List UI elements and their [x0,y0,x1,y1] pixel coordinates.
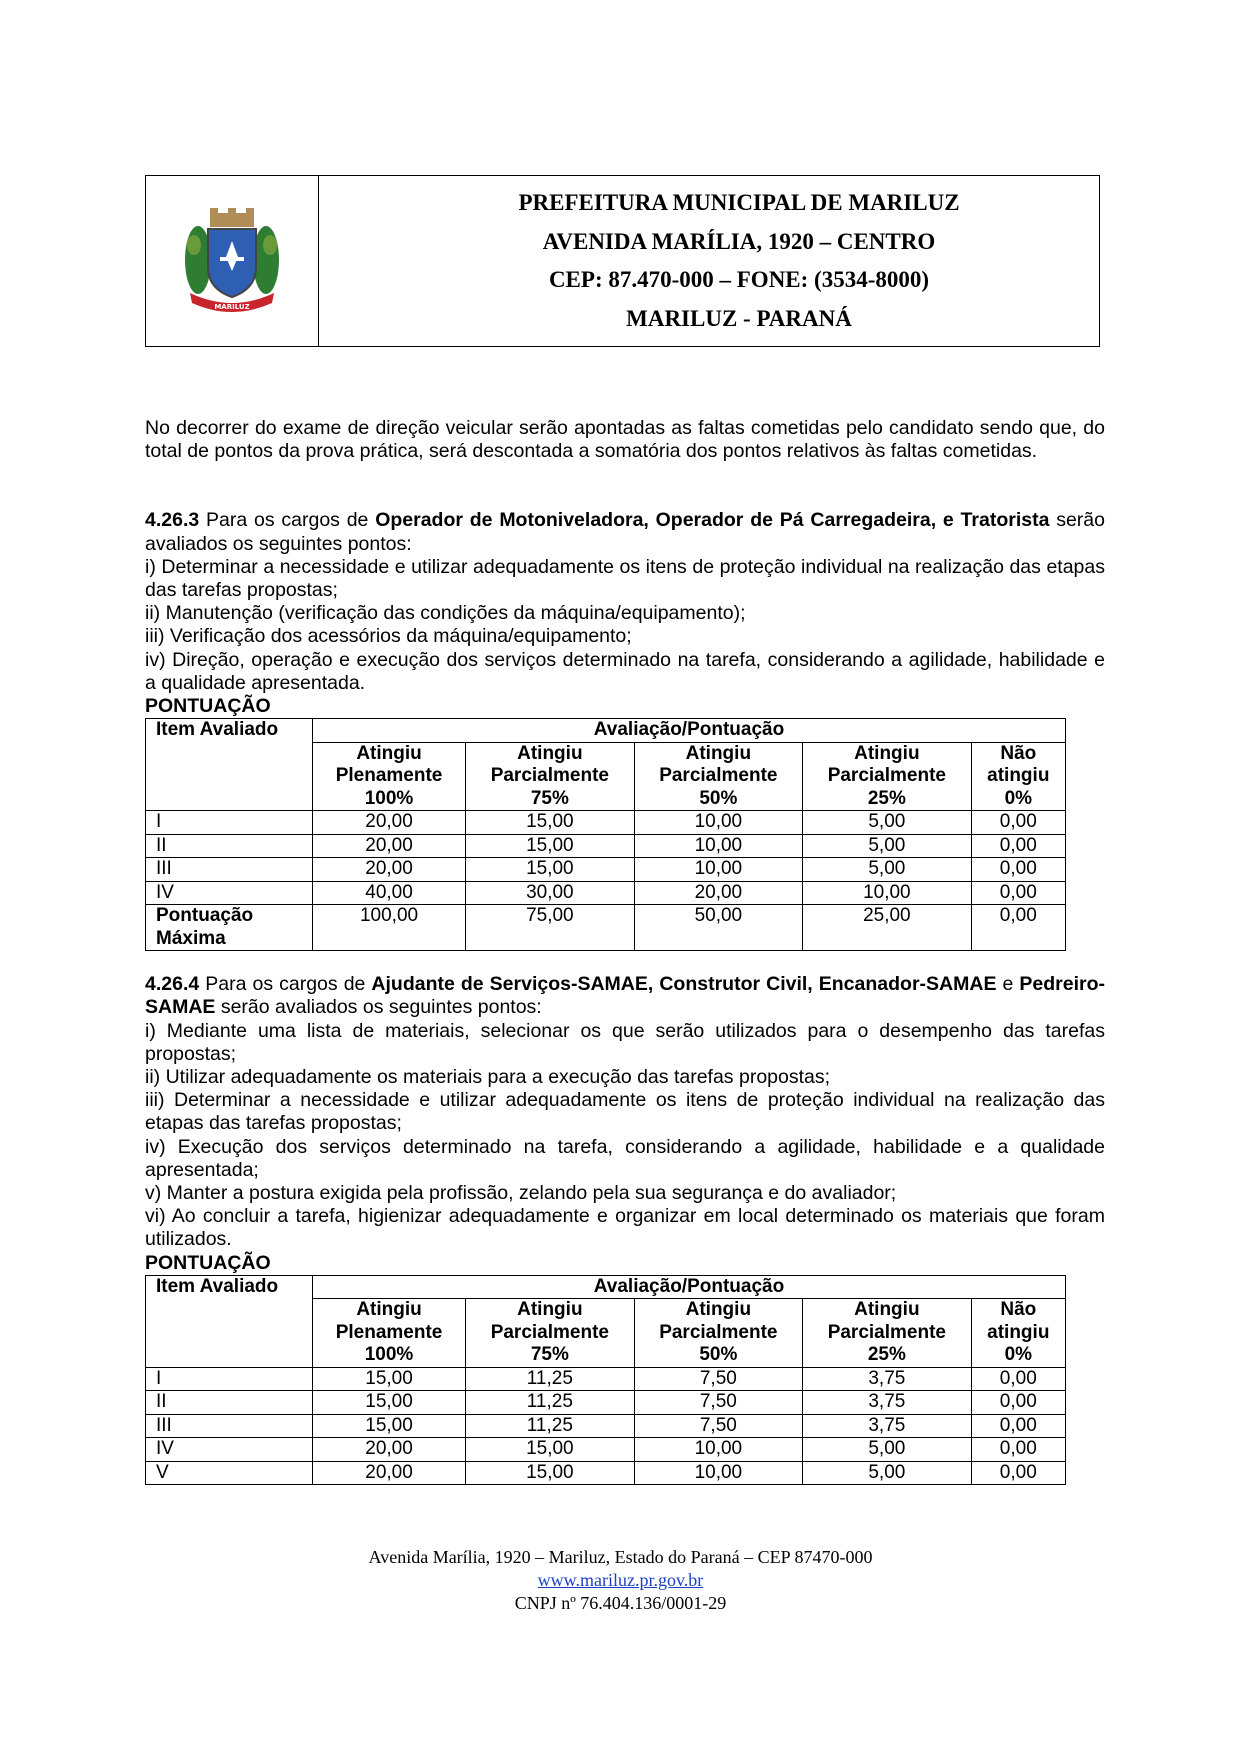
column-header: Atingiu Parcialmente 50% [634,1299,803,1368]
section-number: 4.26.4 [145,973,200,996]
criterion-item: iv) Direção, operação e execução dos serviços determinado na tarefa, considerando a agilidade, habilidade e a qualidade apresentada. [145,648,1105,694]
page-footer [0,1546,1241,1615]
section-4-26-3-intro: 4.26.3 Para os cargos de Operador de Motoniveladora, Operador de Pá Carregadeira, e Tratorista serão avaliados os seguintes pontos: [145,509,1105,555]
column-header: Atingiu Parcialmente 25% [803,1299,972,1368]
criterion-item: ii) Utilizar adequadamente os materiais para a execução das tarefas propostas; [145,1066,831,1089]
column-header: Atingiu Parcialmente 75% [466,1299,635,1368]
footer-address: Avenida Marília, 1920 – Mariluz, Estado do Paraná – CEP 87470-000 [368,1547,873,1567]
group-header: Avaliação/Pontuação [313,1275,1066,1299]
section-roles: Pedreiro-SAMAE [145,973,1105,1019]
section-number: 4.26.3 [145,509,200,532]
table-row: II 20,00 15,00 10,00 5,00 0,00 [146,834,1066,858]
table-row: I 15,00 11,25 7,50 3,75 0,00 [146,1367,1066,1391]
criterion-item: v) Manter a postura exigida pela profissão, zelando pela sua segurança e do avaliador; [145,1182,897,1205]
criterion-item: iv) Execução dos serviços determinado na tarefa, considerando a agilidade, habilidade e a qualidade apresentada; [145,1135,1105,1181]
footer-cnpj: CNPJ nº 76.404.136/0001-29 [514,1593,727,1613]
letterhead [145,175,1100,347]
intro-paragraph: No decorrer do exame de direção veicular serão apontadas as faltas cometidas pelo candidato sendo que, do total de pontos da prova prática, será descontada a somatória dos pontos relativos às faltas cometidas. [145,417,1105,463]
svg-text:MARILUZ: MARILUZ [214,303,250,311]
column-header: Atingiu Parcialmente 25% [803,742,972,811]
table-row: IV 20,00 15,00 10,00 5,00 0,00 [146,1438,1066,1462]
criterion-item: i) Determinar a necessidade e utilizar adequadamente os itens de proteção individual na realização das etapas das tarefas propostas; [145,555,1105,602]
criterion-item: ii) Manutenção (verificação das condições da máquina/equipamento); [145,602,746,625]
org-city-state: MARILUZ - PARANÁ [626,305,852,331]
website-link[interactable]: www.mariluz.pr.gov.br [537,1570,704,1590]
section-roles: Operador de Motoniveladora, Operador de Pá Carregadeira, e Tratorista [375,509,1050,532]
column-header: Atingiu Plenamente 100% [313,742,466,811]
criterion-item: i) Mediante uma lista de materiais, selecionar os que serão utilizados para o desempenho das tarefas propostas; [145,1019,1105,1065]
item-header: Item Avaliado [146,719,313,743]
pontuacao-heading: PONTUAÇÃO [145,695,271,718]
table-row: V 20,00 15,00 10,00 5,00 0,00 [146,1461,1066,1485]
column-header: Não atingiu 0% [971,742,1065,811]
table-row: III 15,00 11,25 7,50 3,75 0,00 [146,1414,1066,1438]
total-row: Pontuação Máxima 100,00 75,00 50,00 25,00 0,00 [146,905,1066,951]
score-table-2 [145,1275,1066,1486]
total-label: Pontuação Máxima [146,905,313,951]
section-roles: Ajudante de Serviços-SAMAE, Construtor Civil, Encanador-SAMAE [371,973,997,996]
document-body [145,417,1105,1485]
table-row: IV 40,00 30,00 20,00 10,00 0,00 [146,881,1066,905]
logo-cell [146,176,319,346]
pontuacao-heading: PONTUAÇÃO [145,1251,271,1274]
score-table-1 [145,718,1066,951]
org-name: PREFEITURA MUNICIPAL DE MARILUZ [518,190,960,216]
criterion-item: iii) Verificação dos acessórios da máquina/equipamento; [145,625,632,648]
municipal-coat-of-arms-logo [176,205,288,317]
group-header: Avaliação/Pontuação [313,719,1066,743]
section-4-26-4-intro: 4.26.4 Para os cargos de Ajudante de Serviços-SAMAE, Construtor Civil, Encanador-SAMAE e Pedreiro-SAMAE serão avaliados os seguintes pontos: [145,973,1105,1019]
column-header: Não atingiu 0% [971,1299,1065,1368]
item-header: Item Avaliado [146,1275,313,1299]
org-address: AVENIDA MARÍLIA, 1920 – CENTRO [542,228,936,254]
criterion-item: iii) Determinar a necessidade e utilizar adequadamente os itens de proteção individual na realização das etapas das tarefas propostas; [145,1089,1105,1135]
column-header: Atingiu Plenamente 100% [313,1299,466,1368]
table-row: I 20,00 15,00 10,00 5,00 0,00 [146,811,1066,835]
table-row: III 20,00 15,00 10,00 5,00 0,00 [146,858,1066,882]
column-header: Atingiu Parcialmente 75% [466,742,635,811]
letterhead-text [319,176,1099,346]
column-header: Atingiu Parcialmente 50% [634,742,803,811]
table-row: II 15,00 11,25 7,50 3,75 0,00 [146,1391,1066,1415]
criterion-item: vi) Ao concluir a tarefa, higienizar adequadamente e organizar em local determinado os materiais que foram utilizados. [145,1205,1105,1251]
org-cep-phone: CEP: 87.470-000 – FONE: (3534-8000) [548,267,930,293]
